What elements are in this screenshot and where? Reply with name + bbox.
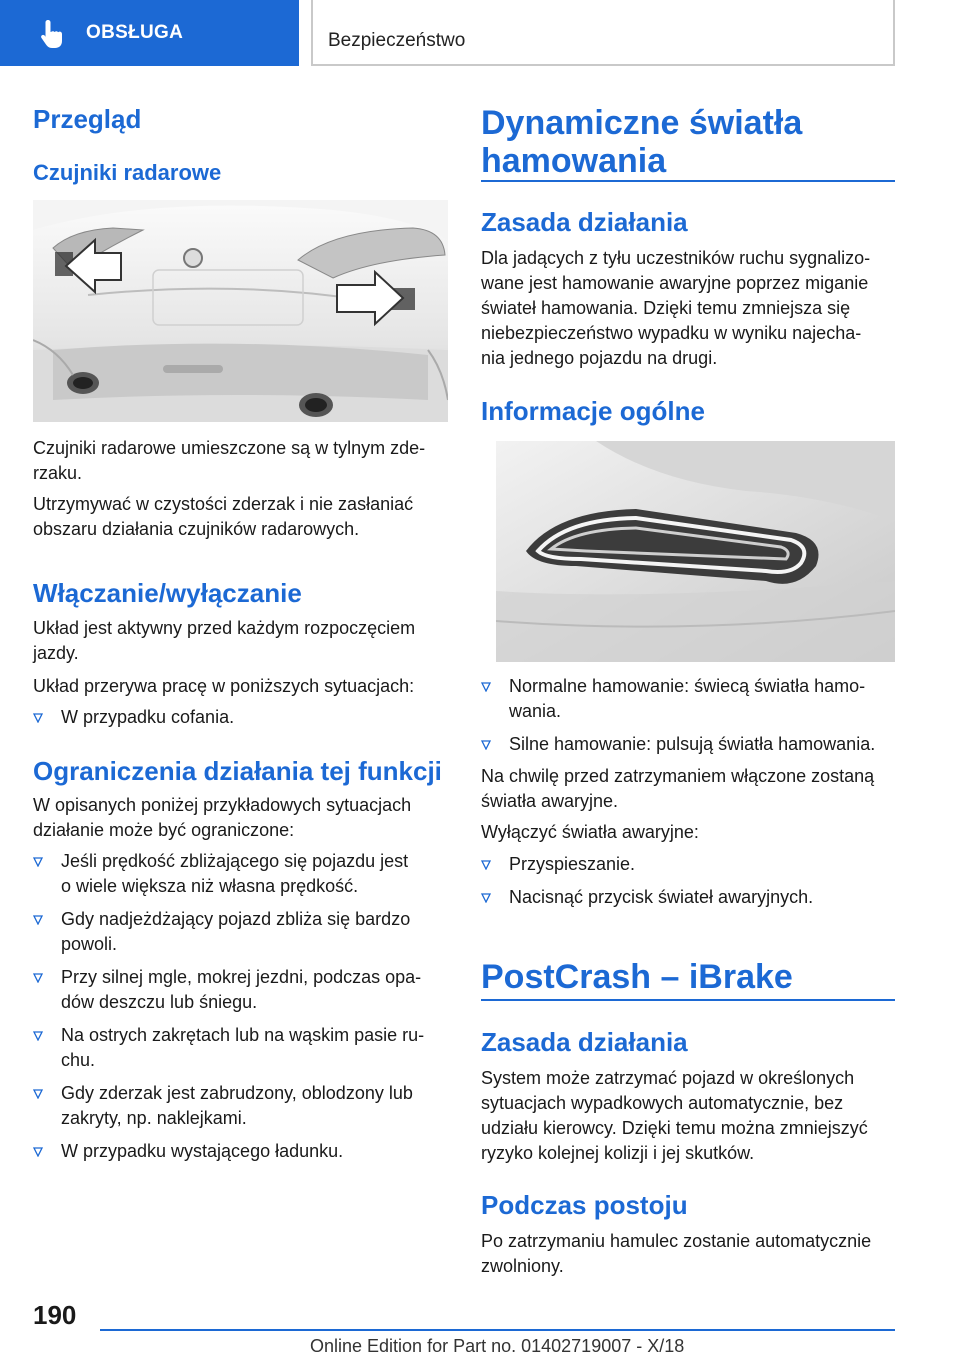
list-item xyxy=(481,885,895,910)
section-header xyxy=(311,0,895,66)
list-item-text: Przy silnej mgle, mokrej jezdni, podczas opa- xyxy=(61,967,422,987)
list-item-text: Przyspieszanie. xyxy=(509,854,636,874)
footer-edition: Online Edition for Part no. 01402719007 - X/18 xyxy=(310,1336,685,1356)
hazard-text-1a: Na chwilę przed zatrzymaniem włączone zostaną xyxy=(481,766,875,786)
radar-text-2a: Utrzymywać w czystości zderzak i nie zasłaniać xyxy=(33,494,414,514)
triangle-bullet-icon xyxy=(33,973,43,983)
principle-line: Dla jadących z tyłu uczestników ruchu sygnalizo- xyxy=(481,248,871,268)
list-item-text: chu. xyxy=(61,1050,96,1070)
onoff-text-2: Układ przerywa pracę w poniższych sytuacjach: xyxy=(33,676,415,696)
principle-line: świateł hamowania. Dzięki temu zmniejsza się xyxy=(481,298,851,318)
pc-principle-text xyxy=(481,1066,895,1166)
principle-line: wane jest hamowanie awaryjne poprzez miganie xyxy=(481,273,869,293)
list-item xyxy=(481,674,895,724)
list-item-text: dów deszczu lub śniegu. xyxy=(61,992,258,1012)
triangle-bullet-icon xyxy=(481,893,491,903)
heading-principle: Zasada działania xyxy=(481,207,688,237)
list-item xyxy=(33,849,448,899)
radar-text-1a: Czujniki radarowe umieszczone są w tylnym zde- xyxy=(33,438,426,458)
onoff-text-1a: Układ jest aktywny przed każdym rozpoczęciem xyxy=(33,618,416,638)
onoff-text-1b: jazdy. xyxy=(33,643,79,663)
heading-standstill: Podczas postoju xyxy=(481,1190,688,1220)
list-item-text: Silne hamowanie: pulsują światła hamowania. xyxy=(509,734,876,754)
list-item xyxy=(33,1139,448,1164)
hazard-text-2: Wyłączyć światła awaryjne: xyxy=(481,822,699,842)
hazard-text-1 xyxy=(481,764,895,814)
triangle-bullet-icon xyxy=(33,915,43,925)
section-rule xyxy=(481,180,895,182)
triangle-bullet-icon xyxy=(481,860,491,870)
limits-text-a: W opisanych poniżej przykładowych sytuacjach xyxy=(33,795,412,815)
list-item xyxy=(481,732,895,757)
list-item-text: Gdy nadjeżdżający pojazd zbliża się bardzo xyxy=(61,909,411,929)
car-rear-illustration xyxy=(33,200,448,422)
onoff-text-1 xyxy=(33,616,448,666)
list-item-text: powoli. xyxy=(61,934,118,954)
limits-text xyxy=(33,793,448,843)
radar-text-1b: rzaku. xyxy=(33,463,83,483)
section-rule xyxy=(481,999,895,1001)
principle-line: nia jednego pojazdu na drugi. xyxy=(481,348,718,368)
list-item xyxy=(481,852,895,877)
hazard-list xyxy=(481,852,895,910)
list-item-text: zakryty, np. naklejkami. xyxy=(61,1108,247,1128)
page-number: 190 xyxy=(33,1300,77,1330)
hazard-text-1b: światła awaryjne. xyxy=(481,791,619,811)
heading-general-info: Informacje ogólne xyxy=(481,396,705,426)
section-title: Bezpieczeństwo xyxy=(328,30,466,51)
pc-principle-line: udziału kierowcy. Dzięki temu można zmniejszyć xyxy=(481,1118,868,1138)
car-rear-radar-image xyxy=(33,200,448,422)
heading-pc-principle: Zasada działania xyxy=(481,1027,688,1057)
list-item-text: Na ostrych zakrętach lub na wąskim pasie ru- xyxy=(61,1025,425,1045)
list-item-text: wania. xyxy=(509,701,562,721)
triangle-bullet-icon xyxy=(33,1089,43,1099)
list-item-text: W przypadku wystającego ładunku. xyxy=(61,1141,344,1161)
triangle-bullet-icon xyxy=(481,682,491,692)
list-item-text: Normalne hamowanie: świecą światła hamo- xyxy=(509,676,866,696)
pc-principle-line: ryzyko kolejnej kolizji i jej skutków. xyxy=(481,1143,755,1163)
list-item xyxy=(33,1081,448,1131)
list-item-text: Gdy zderzak jest zabrudzony, oblodzony lub xyxy=(61,1083,413,1103)
triangle-bullet-icon xyxy=(33,1147,43,1157)
standstill-text xyxy=(481,1229,895,1279)
principle-line: niebezpieczeństwo wypadku w wyniku najecha- xyxy=(481,323,862,343)
principle-text xyxy=(481,246,895,371)
pc-principle-line: System może zatrzymać pojazd w określonych xyxy=(481,1068,855,1088)
list-item-text: o wiele większa niż własna prędkość. xyxy=(61,876,359,896)
list-item xyxy=(33,705,448,730)
pc-principle-line: sytuacjach wypadkowych automatycznie, bez xyxy=(481,1093,844,1113)
list-item-text: Nacisnąć przycisk świateł awaryjnych. xyxy=(509,887,814,907)
radar-text-2b: obszaru działania czujników radarowych. xyxy=(33,519,360,539)
list-item-text: Jeśli prędkość zbliżającego się pojazdu jest xyxy=(61,851,409,871)
taillight-illustration xyxy=(496,441,895,662)
general-list xyxy=(481,674,895,757)
chapter-tab-label: OBSŁUGA xyxy=(86,22,184,43)
limits-list xyxy=(33,849,448,1164)
heading-limits: Ograniczenia działania tej funkcji xyxy=(33,756,442,786)
list-item xyxy=(33,965,448,1015)
list-item xyxy=(33,1023,448,1073)
taillight-image xyxy=(496,441,895,662)
triangle-bullet-icon xyxy=(33,713,43,723)
list-item-text: W przypadku cofania. xyxy=(61,707,235,727)
hand-pointer-icon xyxy=(38,18,68,50)
heading-radar-sensors: Czujniki radarowe xyxy=(33,160,222,185)
triangle-bullet-icon xyxy=(33,857,43,867)
radar-text-1 xyxy=(33,436,448,486)
standstill-line: Po zatrzymaniu hamulec zostanie automatycznie xyxy=(481,1231,872,1251)
heading-line-1: Dynamiczne światła xyxy=(481,104,803,142)
radar-text-2 xyxy=(33,492,448,542)
chapter-tab[interactable] xyxy=(0,0,299,66)
footer-rule xyxy=(100,1329,895,1331)
standstill-line: zwolniony. xyxy=(481,1256,564,1276)
heading-dynamic-brake-lights xyxy=(481,104,802,180)
heading-on-off: Włączanie/wyłączanie xyxy=(33,578,302,608)
triangle-bullet-icon xyxy=(33,1031,43,1041)
heading-overview: Przegląd xyxy=(33,104,142,134)
limits-text-b: działanie może być ograniczone: xyxy=(33,820,295,840)
heading-postcrash: PostCrash – iBrake xyxy=(481,958,793,996)
list-item xyxy=(33,907,448,957)
heading-line-2: hamowania xyxy=(481,142,667,180)
triangle-bullet-icon xyxy=(481,740,491,750)
